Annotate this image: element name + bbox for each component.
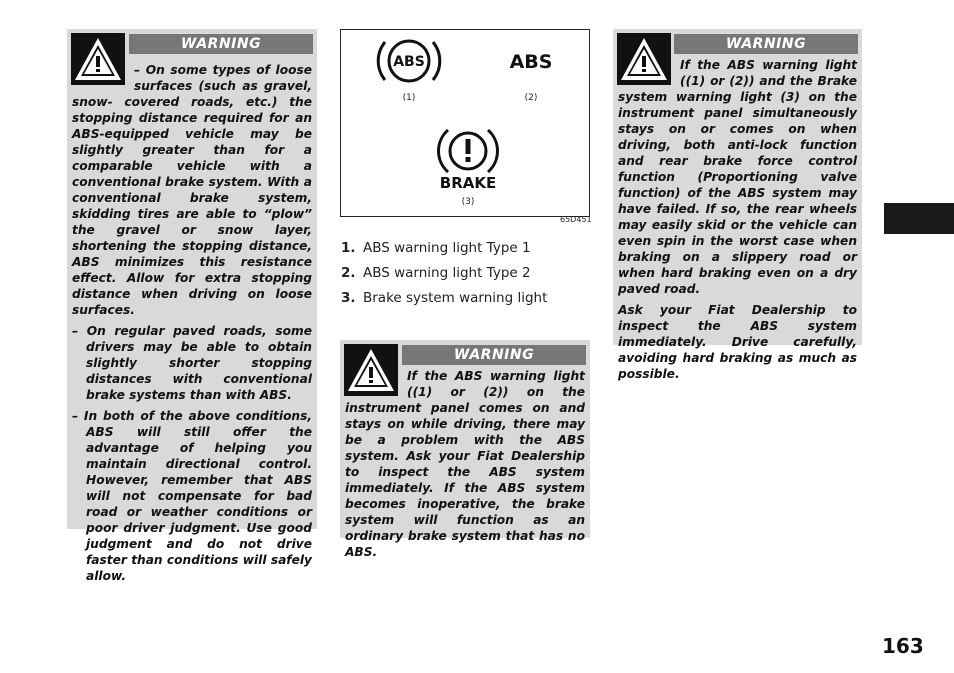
abs-icon-label: ABS — [393, 54, 425, 70]
warning-paragraph: – In both of the above conditions, ABS will still offer the advantage of helping you maintain directional control. However, remember that ABS will not compensate for bad road or weather conditions or poor driver judgment. Use good judgment and do not drive faster than conditions will safely allow. — [72, 409, 312, 583]
legend-item: 3. Brake system warning light — [341, 290, 548, 306]
left-warning-text — [72, 57, 312, 584]
figure-label-1: (1) — [402, 93, 416, 103]
middle-warning-text: If the ABS warning light ((1) or (2)) on the instrument panel comes on and stays on while driving, there may be a problem with the ABS system. Ask your Fiat Dealership to inspect the ABS system immediately. If the ABS system becomes inoperative, the brake system will function as an ordinary brake system that has no ABS. — [345, 369, 585, 559]
figure-label-3: (3) — [461, 197, 475, 207]
figure-code: 65D451 — [560, 215, 592, 224]
warning-paragraph: – On regular paved roads, some drivers may be able to obtain slightly shorter stopping distances with conventional brake systems than with ABS. — [72, 324, 312, 402]
legend-item: 2. ABS warning light Type 2 — [341, 265, 531, 281]
warning-lights-diagram — [341, 30, 589, 216]
figure-label-2: (2) — [524, 93, 538, 103]
section-tab-marker — [884, 203, 954, 234]
right-warning-box — [613, 29, 862, 381]
abs-warning-light-type2-icon: ABS — [509, 51, 553, 73]
warning-banner: WARNING — [402, 345, 586, 365]
warning-banner: WARNING — [674, 34, 858, 54]
warning-lights-figure — [340, 29, 590, 217]
warning-banner: WARNING — [129, 34, 313, 54]
legend-list — [341, 239, 547, 314]
abs-warning-light-type1-icon — [378, 41, 440, 81]
brake-system-warning-light-icon — [439, 130, 498, 192]
legend-item: 1. ABS warning light Type 1 — [341, 240, 531, 256]
page-number: 163 — [882, 634, 924, 658]
middle-warning-box — [340, 340, 590, 559]
warning-paragraph: – On some types of loose surfaces (such as gravel, snow- covered roads, etc.) the stopping distance required for an ABS-equipped vehicle may be slightly greater than for a comparable vehicle with a conventional brake system. With a conventional brake system, skidding tires are able to “plow” the gravel or snow layer, shortening the stopping distance, ABS minimizes this resistance effect. Allow for extra stopping distance when driving on loose surfaces. — [72, 63, 312, 317]
left-warning-box — [67, 29, 317, 583]
right-warning-text: If the ABS warning light ((1) or (2)) and the Brake system warning light (3) on the instrument panel simultaneously stays on or comes on when driving, both anti-lock function and rear brake force control function (Proportioning valve function) of the ABS system may have failed. If so, the rear wheels may easily skid or the vehicle can even spin in the worst case when braking on a slippery road or when hard braking even on a dry paved road. Ask your Fiat Dealership to inspect the ABS system immediately. Drive carefully, avoiding hard braking as much as possible. — [618, 58, 857, 381]
brake-icon-label: BRAKE — [439, 174, 497, 192]
